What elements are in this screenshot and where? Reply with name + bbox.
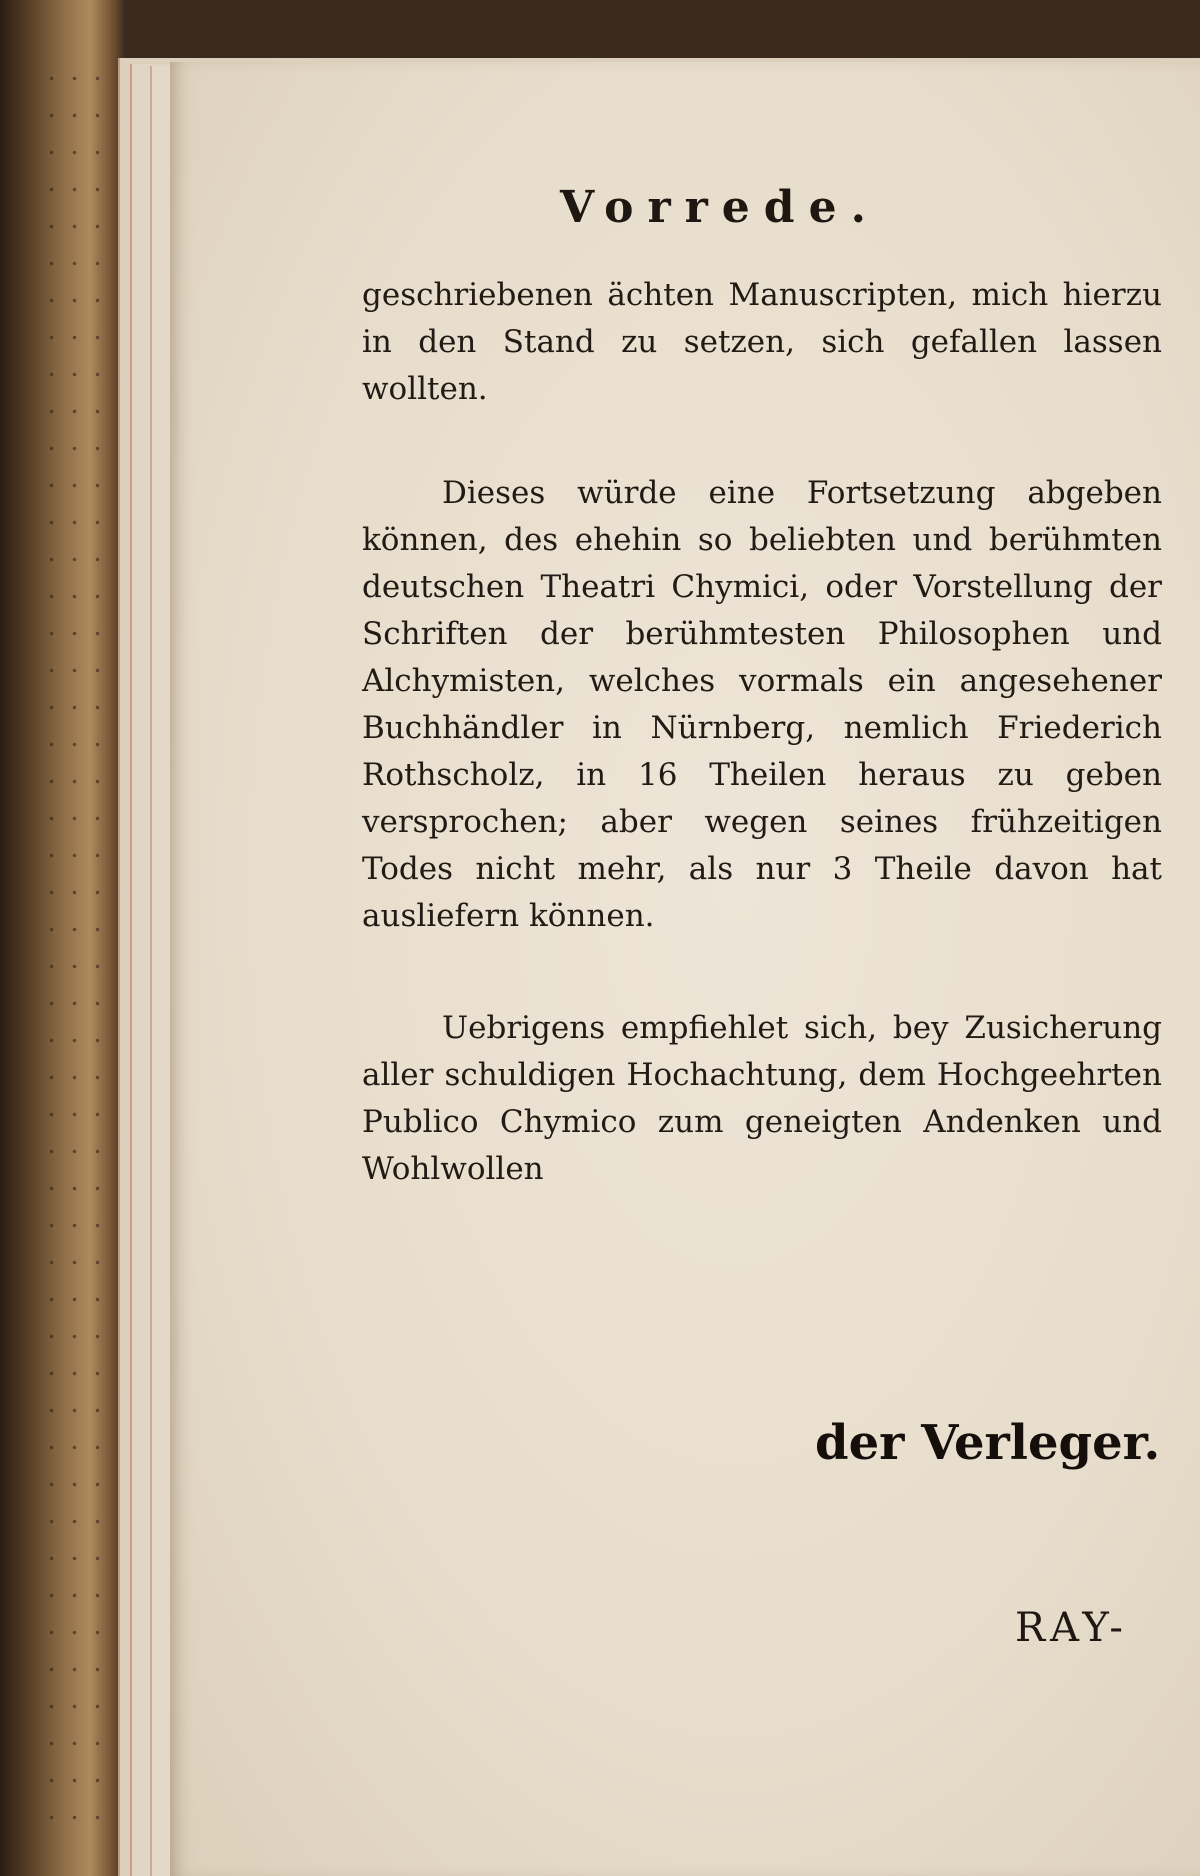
paragraph: Dieses würde eine Fortsetzung abgeben können, des ehehin so beliebten und berühmten deutschen Theatri Chymici, oder Vorstellung der Schriften der berühmtesten Philosophen und Alchymisten, welches vormals ein angesehener Buchhändler in Nürnberg, nemlich Friederich Rothscholz, in 16 Theilen heraus zu geben versprochen; aber wegen seines frühzeitigen Todes nicht mehr, als nur 3 Theile davon hat ausliefern können. xyxy=(362,475,1162,934)
paragraph: Uebrigens empfiehlet sich, bey Zusicherung aller schuldigen Hochachtung, dem Hochgeehrten Publico Chymico zum geneigten Andenken und Wohlwollen xyxy=(362,1010,1162,1187)
running-header: Vorrede. xyxy=(560,182,880,233)
catchword: RAY- xyxy=(1015,1605,1128,1651)
signature: der Verleger. xyxy=(815,1415,1161,1471)
foxing-spots xyxy=(40,60,130,1820)
paragraph: geschriebenen ächten Manuscripten, mich hierzu in den Stand zu setzen, sich gefallen lassen wollten. xyxy=(362,277,1162,407)
